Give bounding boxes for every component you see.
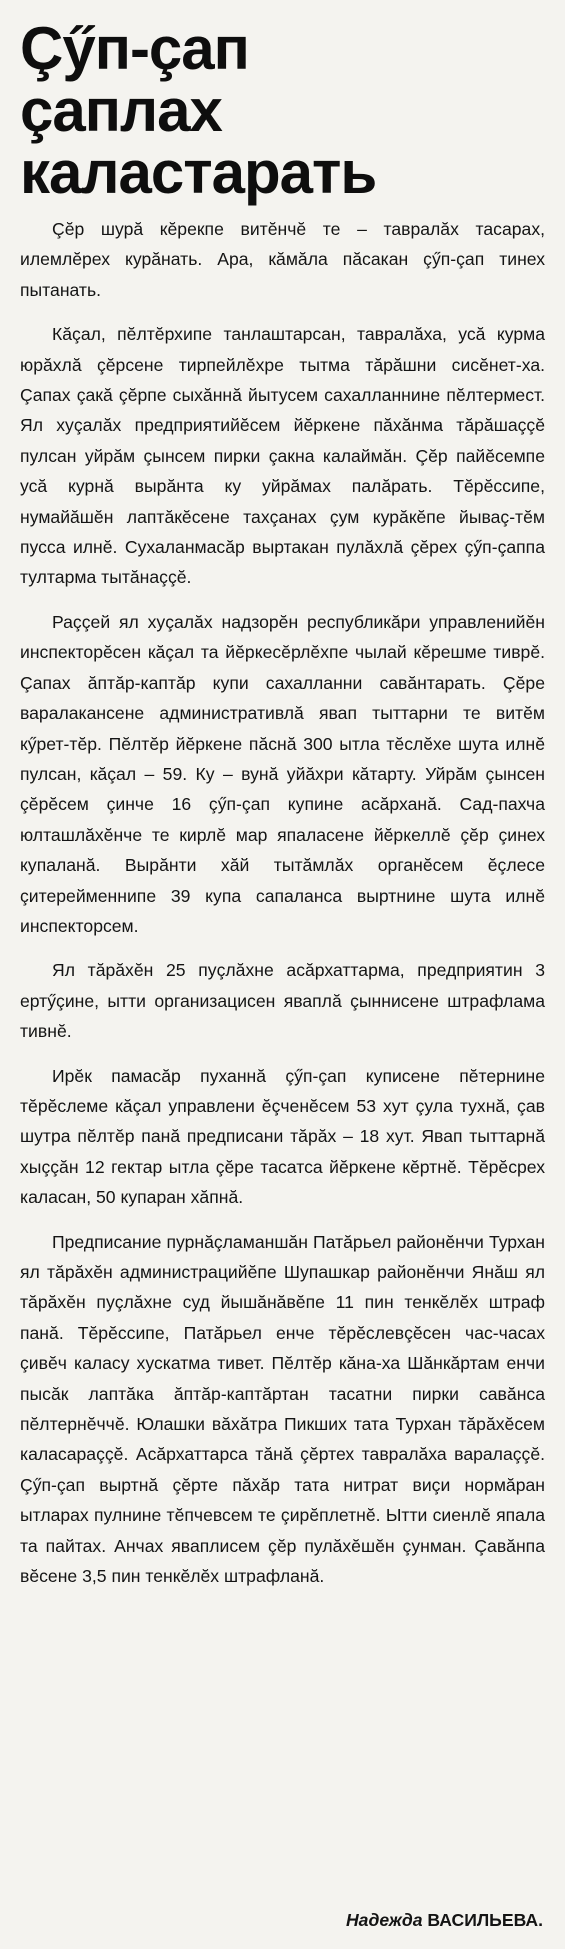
author-signature — [346, 1910, 543, 1931]
headline-line-1: Çӳп-çап — [20, 15, 249, 82]
author-first-name: Надежда — [345, 1910, 423, 1930]
paragraph-6: Предписание пурнăçламаншăн Патăрьел районĕнчи Турхан ял тăрăхĕн администрацийĕпе Шупашкар районĕнчи Янăш ял тăрăхĕн пуçлăхне суд йышăнăвĕпе 11 пин тенкĕлĕх штраф панă. Тĕрĕссипе, Патăрьел енче тĕрĕслевçĕсен час-часах çивĕч каласу хускатма тивет. Пĕлтĕр кăна-ха Шăнкăртам енчи пысăк лаптăка ăптăр-каптăртан тасатни пирки савăнса пĕлтернĕччĕ. Юлашки вăхăтра Пикших тата Турхан тăрăхĕсем каласараççĕ. Асăрхаттарса тăнă çĕртех тавралăха варалаççĕ. Çӳп-çап выртнă çĕрте пăхăр тата нитрат виçи нормăран ытларах пулнине тĕпчевсем те çирĕплетнĕ. Ытти сиенлĕ япала та пайтах. Анчах яваплисем çĕр пулăхĕшĕн çунман. Çавăнпа вĕсене 3,5 пин тенкĕлĕх штрафланă. — [20, 1231, 545, 1587]
headline-line-2: çаплах — [20, 77, 222, 144]
article-body — [20, 214, 545, 1591]
paragraph-2: Кăçал, пĕлтĕрхипе танлаштарсан, тавралăха, усă курма юрăхлă çĕрсене тирпейлĕхре тытма тăрăшни сисĕнет-ха. Çапах çакă çĕрпе сыхăннă йытусем сахалланнине пĕлтермест. Ял хуçалăх предприятийĕсем йĕркене пăхăнма тăрăшаççĕ пулсан уйрăм çынсем пирки çакна калаймăн. Çĕр пайĕсемпе усă курнă вырăнта ку уйрăмах палăрать. Тĕрĕссипе, нумайăшĕн лаптăкĕсене тахçанах çум курăкĕпе йываç-тĕм пусса илнĕ. Сухаланмасăр выртакан пулăхлă çĕрех çӳп-çаппа тултарма тытăнаççĕ. — [20, 324, 545, 588]
paragraph-1: Çĕр шурă кĕрекпе витĕнчĕ те – тавралăх тасарах, илемлĕрех курăнать. Ара, кăмăла пăсакан çӳп-çап тинех пытанать. — [20, 219, 545, 300]
paragraph-3: Раççей ял хуçалăх надзорĕн республикăри управленийĕн инспекторĕсен кăçал та йĕркесĕрлĕхпе чылай кĕрешме тиврĕ. Çапах ăптăр-каптăр купи сахалланни савăнтарать. Çĕре варалакансене административлă явап тыттарни те витĕм кӳрет-тĕр. Пĕлтĕр йĕркене пăснă 300 ытла тĕслĕхе шута илнĕ пулсан, кăçал – 59. Ку – вунă уйăхри кăтарту. Уйрăм çынсен çĕрĕсем çинче 16 çӳп-çап купине асăрханă. Сад-пахча юлташлăхĕнче те кирлĕ мар япаласене йĕркеллĕ çĕр çинех купаланă. Вырăнти хăй тытăмлăх органĕсем ĕçлесе çитерейменнипе 39 купа сапаланса выртнине шута илнĕ инспекторсем. — [20, 611, 545, 936]
article-headline — [20, 15, 545, 206]
paragraph-5: Ирĕк памасăр пуханнă çӳп-çап куписене пĕтернине тĕрĕслеме кăçал управлени ĕçченĕсем 53 хут çула тухнă, çав шутра пĕлтĕр панă предписани тăрăх – 18 хут. Явап тыттарнă хыççăн 12 гектар ытла çĕре тасатса йĕркене кĕртнĕ. Тĕрĕсрех каласан, 50 купаран хăпнă. — [20, 1065, 545, 1208]
author-last-name: ВАСИЛЬЕВА. — [427, 1910, 543, 1930]
paragraph-4: Ял тăрăхĕн 25 пуçлăхне асăрхаттарма, предприятин 3 ертӳçине, ытти организацисен яваплă çыннисене штрафлама тивнĕ. — [20, 960, 545, 1042]
headline-line-3: каластарать — [20, 139, 377, 206]
